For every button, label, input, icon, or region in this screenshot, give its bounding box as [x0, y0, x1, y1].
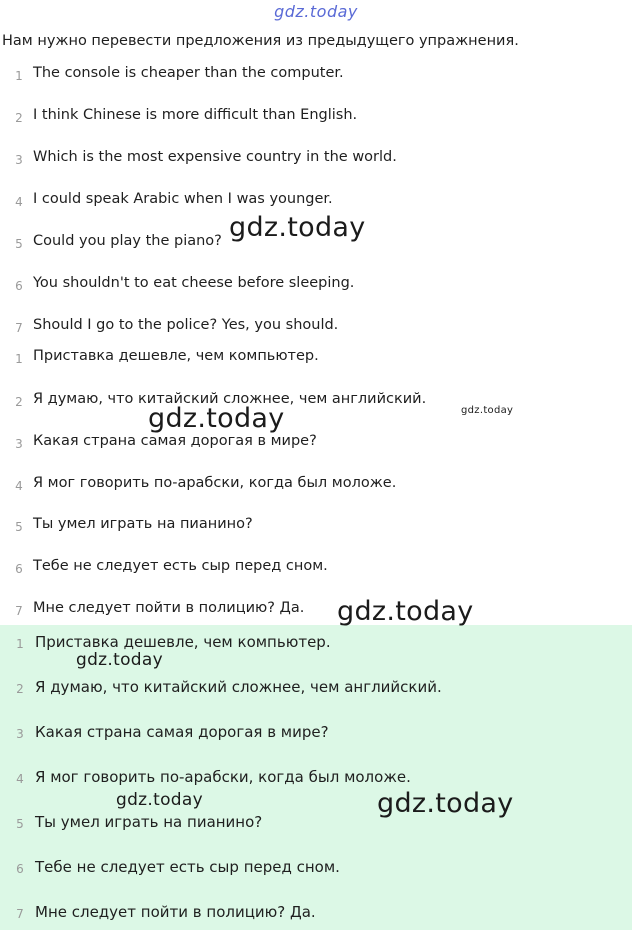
- item-text: Мне следует пойти в полицию? Да.: [33, 600, 305, 616]
- task-intro: Нам нужно перевести предложения из предыдущего упражнения.: [2, 33, 519, 49]
- item-text: Я думаю, что китайский сложнее, чем английский.: [33, 391, 427, 407]
- list-item: [0, 431, 632, 459]
- item-number: 7: [15, 604, 23, 618]
- item-number: 1: [15, 352, 23, 366]
- watermark: gdz.today: [337, 596, 474, 627]
- watermark: gdz.today: [377, 788, 514, 819]
- item-text: The console is cheaper than the computer.: [33, 65, 344, 81]
- list-item: [0, 676, 632, 704]
- list-item: [0, 273, 632, 301]
- item-number: 3: [16, 727, 24, 741]
- list-item: [0, 856, 632, 884]
- item-text: Какая страна самая дорогая в мире?: [33, 433, 317, 449]
- item-number: 6: [15, 279, 23, 293]
- item-number: 5: [15, 237, 23, 251]
- list-item: [0, 901, 632, 929]
- item-text: Ты умел играть на пианино?: [33, 516, 253, 532]
- item-text: Приставка дешевле, чем компьютер.: [33, 348, 319, 364]
- list-item: [0, 514, 632, 542]
- item-text: Я мог говорить по-арабски, когда был моложе.: [35, 768, 411, 786]
- item-text: Приставка дешевле, чем компьютер.: [35, 633, 331, 651]
- item-number: 3: [15, 437, 23, 451]
- list-item: [0, 766, 632, 794]
- list-item: [0, 556, 632, 584]
- answer-block: [0, 625, 632, 930]
- watermark: gdz.today: [148, 403, 285, 434]
- list-item: [0, 721, 632, 749]
- item-text: Which is the most expensive country in the world.: [33, 149, 397, 165]
- item-text: Тебе не следует есть сыр перед сном.: [33, 558, 328, 574]
- item-number: 1: [16, 637, 24, 651]
- list-item: [0, 315, 632, 343]
- list-item: [0, 105, 632, 133]
- item-text: You shouldn't to eat cheese before sleeping.: [33, 275, 355, 291]
- item-number: 6: [16, 862, 24, 876]
- item-number: 4: [16, 772, 24, 786]
- item-number: 2: [16, 682, 24, 696]
- item-number: 2: [15, 111, 23, 125]
- item-text: Какая страна самая дорогая в мире?: [35, 723, 329, 741]
- item-number: 4: [15, 195, 23, 209]
- item-number: 6: [15, 562, 23, 576]
- list-item: [0, 346, 632, 374]
- item-text: Could you play the piano?: [33, 233, 222, 249]
- item-text: Тебе не следует есть сыр перед сном.: [35, 858, 340, 876]
- item-number: 7: [15, 321, 23, 335]
- site-logo[interactable]: gdz.today: [274, 2, 358, 21]
- watermark: gdz.today: [461, 405, 514, 416]
- item-number: 5: [16, 817, 24, 831]
- item-number: 3: [15, 153, 23, 167]
- item-text: I think Chinese is more difficult than English.: [33, 107, 358, 123]
- list-item: [0, 598, 632, 626]
- list-item: [0, 147, 632, 175]
- watermark: gdz.today: [76, 650, 163, 670]
- list-item: [0, 473, 632, 501]
- item-text: Should I go to the police? Yes, you should.: [33, 317, 339, 333]
- list-item: [0, 63, 632, 91]
- item-number: 7: [16, 907, 24, 921]
- list-item: [0, 811, 632, 839]
- item-number: 4: [15, 479, 23, 493]
- item-text: Ты умел играть на пианино?: [35, 813, 263, 831]
- item-text: Мне следует пойти в полицию? Да.: [35, 903, 316, 921]
- item-number: 2: [15, 395, 23, 409]
- list-item: [0, 389, 632, 417]
- item-text: I could speak Arabic when I was younger.: [33, 191, 333, 207]
- watermark: gdz.today: [229, 212, 366, 243]
- watermark: gdz.today: [116, 790, 203, 810]
- item-number: 5: [15, 520, 23, 534]
- item-number: 1: [15, 69, 23, 83]
- item-text: Я мог говорить по-арабски, когда был моложе.: [33, 475, 397, 491]
- item-text: Я думаю, что китайский сложнее, чем английский.: [35, 678, 442, 696]
